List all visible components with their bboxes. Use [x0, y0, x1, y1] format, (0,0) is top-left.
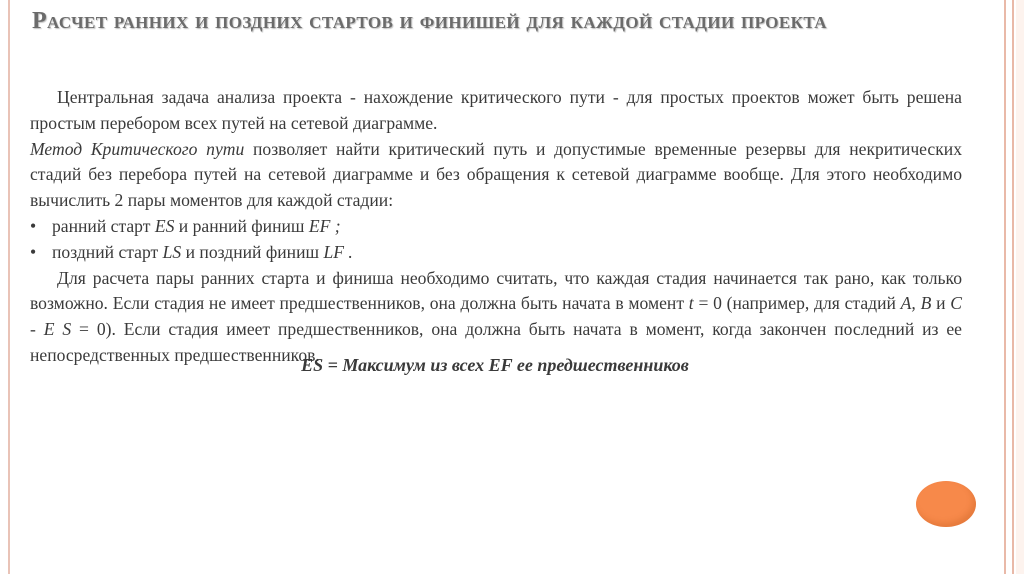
- cpm-term: Метод Критического пути: [30, 138, 245, 159]
- symbol-es: ES: [154, 215, 175, 236]
- symbol-t: t: [688, 293, 694, 314]
- symbol-lf: LF .: [323, 241, 353, 262]
- formula-es: ES = Максимум из всех EF ее предшественников: [301, 355, 689, 375]
- right-border-rule-inner: [1012, 0, 1014, 574]
- symbol-es-inline: E S: [43, 319, 72, 340]
- bullet-late: • поздний старт LS и поздний финиш LF .: [30, 240, 962, 266]
- paragraph-cpm: [30, 137, 962, 214]
- right-border-strip: [1016, 0, 1024, 574]
- orange-oval-icon: [916, 481, 976, 527]
- paragraph-early-rules: Для расчета пары ранних старта и финиша необходимо считать, что каждая стадия начинается так рано, как только возможно. Если стадия не имеет предшественников, она должна быть начата в момент t = 0 (например, для стадий А, В и С - E S = 0). Если стадия имеет предшественников, она должна быть начата в момент, когда закончен последний из ее непосредственных предшественников.: [30, 267, 962, 365]
- right-border-rule: [1004, 0, 1006, 574]
- paragraph-intro: Центральная задача анализа проекта - нахождение критического пути - для простых проектов может быть решена простым перебором всех путей на сетевой диаграмме.: [30, 87, 962, 133]
- slide-title: Расчет ранних и поздних стартов и финишей для каждой стадии проекта: [32, 8, 827, 34]
- bullet-dot-icon: •: [30, 215, 37, 236]
- bullet-early: • ранний старт ES и ранний финиш EF ;: [30, 214, 962, 240]
- symbol-ef: EF ;: [308, 215, 341, 236]
- cpm-description: позволяет найти критический путь и допустимые временные резервы для некритических стадий без перебора путей на сетевой диаграмме и без обращения к сетевой диаграмме вообще. Для этого необходимо вычислить 2 пары моментов для каждой стадии:: [30, 138, 962, 211]
- bullet-dot-icon: •: [30, 241, 37, 262]
- slide-body: [30, 85, 962, 369]
- symbol-ls: LS: [162, 241, 182, 262]
- left-border-rule: [8, 0, 10, 574]
